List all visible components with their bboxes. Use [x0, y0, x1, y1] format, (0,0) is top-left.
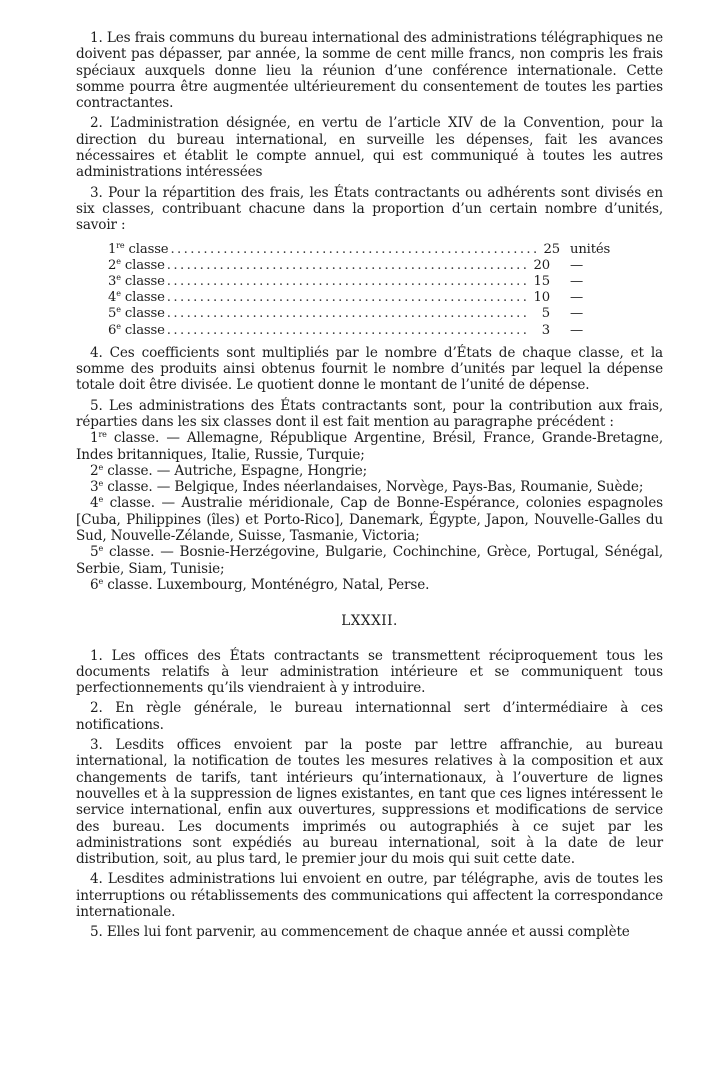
- section-paragraph-4: 4. Lesdites administrations lui envoient en outre, par télégraphe, avis de toutes les interruptions ou rétablissements des communications qui affectent la correspondance internationale.: [76, 871, 663, 920]
- leader-dots: [167, 306, 528, 322]
- class-row: [108, 274, 632, 290]
- class-row: [108, 290, 632, 306]
- country-class-entry: 2e classe. — Autriche, Espagne, Hongrie;: [90, 462, 368, 479]
- class-units-value: 3: [541, 322, 550, 338]
- paragraph-2: 2. L’administration désignée, en vertu de l’article XIV de la Convention, pour la direction du bureau international, en surveille les dépenses, fait les avances nécessaires et établit le compte annuel, qui est communiqué à toutes les autres administrations intéressées: [76, 115, 663, 181]
- class-row: [108, 258, 632, 274]
- class-units-label: —: [570, 257, 584, 273]
- paragraph-3: 3. Pour la répartition des frais, les États contractants ou adhérents sont divisés en six classes, contribuant chacune dans la proportion d’un certain nombre d’unités, savoir :: [76, 184, 663, 234]
- leader-dots: [167, 274, 528, 290]
- leader-dots: [170, 242, 538, 258]
- country-class-entry: 3e classe. — Belgique, Indes néerlandaises, Norvège, Pays-Bas, Roumanie, Suède;: [90, 479, 644, 496]
- section-paragraph-2: 2. En règle générale, le bureau internationnal sert d’intermédiaire à ces notifications.: [76, 700, 663, 733]
- contribution-classes-table: [108, 242, 632, 339]
- class-row: [108, 242, 632, 258]
- section-paragraph-1: 1. Les offices des États contractants se transmettent réciproquement tous les documents relatifs à leur administration intérieure et se communiquent tous perfectionnements qu’ils viendraient à y introduire.: [76, 647, 663, 697]
- class-label: 5e classe: [108, 305, 165, 322]
- paragraph-1: 1. Les frais communs du bureau international des administrations télégraphiques ne doivent pas dépasser, par année, la somme de cent mille francs, non compris les frais spéciaux auxquels donne lieu la réunion d’une conférence internationale. Cette somme pourra être augmentée ultérieurement du consentement de toutes les parties contractantes.: [76, 30, 663, 112]
- class-units-label: —: [570, 290, 584, 306]
- class-units-label: —: [570, 306, 584, 322]
- class-units-label: —: [570, 322, 584, 338]
- class-units-value: 5: [541, 306, 550, 322]
- class-units-value: 15: [533, 273, 550, 289]
- paragraph-5: 5. Les administrations des États contractants sont, pour la contribution aux frais, réparties dans les six classes dont il est fait mention au paragraphe précédent :: [76, 397, 663, 430]
- paragraph-4: 4. Ces coefficients sont multipliés par le nombre d’États de chaque classe, et la somme des produits ainsi obtenus fournit le nombre d’unités par lequel la dépense totale doit être divisée. Le quotient donne le montant de l’unité de dépense.: [76, 344, 663, 394]
- section-paragraph-5: 5. Elles lui font parvenir, au commencement de chaque année et aussi complète: [90, 924, 630, 941]
- leader-dots: [167, 258, 528, 274]
- country-class-entry: 4e classe. — Australie méridionale, Cap de Bonne-Espérance, colonies espagnoles [Cuba, Philippines (îles) et Porto-Rico], Danemark, Égypte, Japon, Nouvelle-Galles du Sud, Nouvelle-Zélande, Suisse, Tasmanie, Victoria;: [76, 495, 663, 545]
- section-heading: LXXXII.: [341, 613, 398, 630]
- class-label: 3e classe: [108, 272, 165, 289]
- class-units-value: 10: [533, 290, 550, 306]
- class-label: 4e classe: [108, 289, 165, 306]
- class-units-label: —: [570, 273, 584, 289]
- class-label: 6e classe: [108, 321, 165, 338]
- class-units-label: unités: [570, 241, 611, 257]
- section-paragraph-3: 3. Lesdits offices envoient par la poste par lettre affranchie, au bureau international, la notification de toutes les mesures relatives à la composition et aux changements de tarifs, tant intérieurs qu’internationaux, à l’ouverture de lignes nouvelles et à la suppression de lignes existantes, en tant que ces lignes intéressent le service international, enfin aux ouvertures, suppressions et modifications de service des bureau. Les documents imprimés ou autographiés à ce sujet par les administrations sont expédiés au bureau international, soit à la date de leur distribution, soit, au plus tard, le premier jour du mois qui suit cette date.: [76, 737, 663, 868]
- class-label: 2e classe: [108, 256, 165, 273]
- country-class-entry: 6e classe. Luxembourg, Monténégro, Natal, Perse.: [90, 576, 430, 593]
- country-class-list: [76, 430, 663, 593]
- class-units-value: 20: [533, 257, 550, 273]
- country-class-entry: 5e classe. — Bosnie-Herzégovine, Bulgarie, Cochinchine, Grèce, Portugal, Sénégal, Serbie, Siam, Tunisie;: [76, 544, 663, 577]
- class-row: [108, 306, 632, 322]
- class-units-value: 25: [543, 241, 560, 257]
- leader-dots: [167, 323, 528, 339]
- class-label: 1re classe: [108, 240, 169, 257]
- leader-dots: [167, 290, 528, 306]
- country-class-entry: 1re classe. — Allemagne, République Argentine, Brésil, France, Grande-Bretagne, Indes britanniques, Italie, Russie, Turquie;: [76, 430, 663, 463]
- class-row: [108, 323, 632, 339]
